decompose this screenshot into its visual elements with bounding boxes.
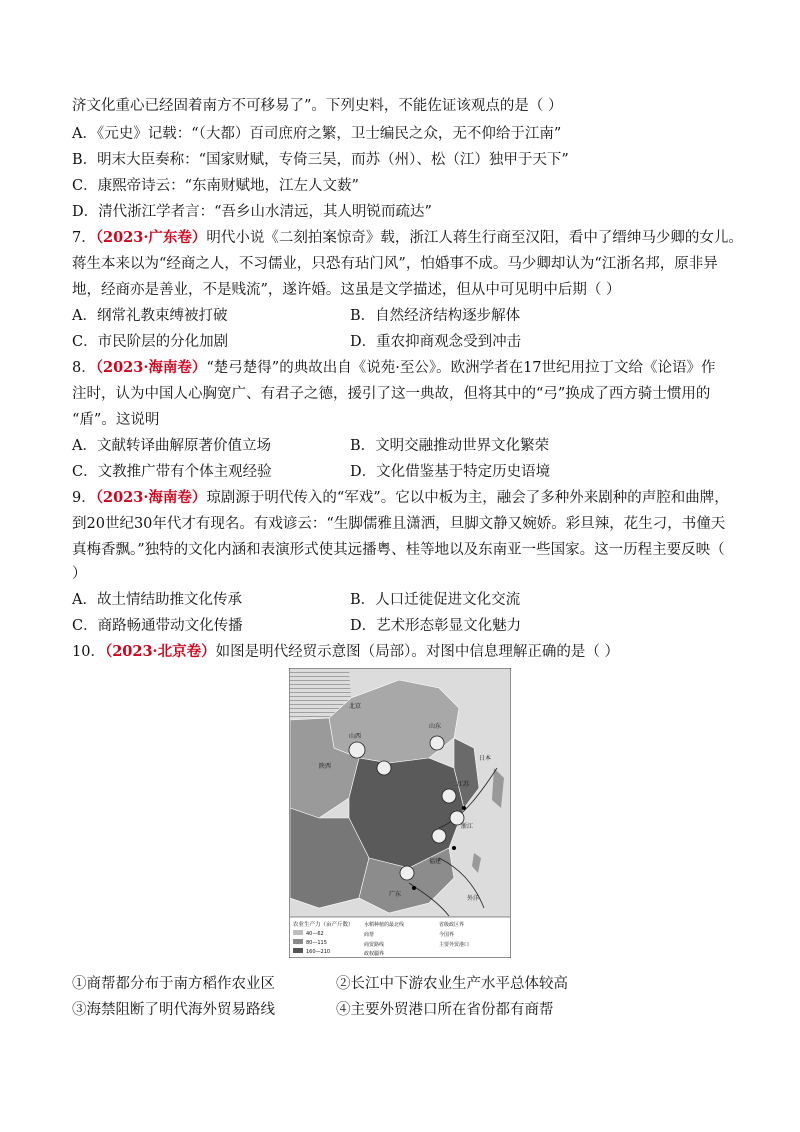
map-label: 陕西 [319,763,332,770]
question-source: （2023·海南卷） [95,489,207,506]
merchant-guild-marker [442,789,456,803]
legend-item: 160—210 [306,949,331,955]
question-number: 7． [72,230,96,246]
q10-statements-row-2 [72,1000,554,1020]
statement-key: ④ [336,1002,351,1018]
map-label: 日本 [479,755,492,762]
statement-key: ② [336,976,351,992]
q7-stem-line-3: 地，经商亦是善业，不是贱流”，遂许婚。这虽是文学描述，但从中可见明中后期（ ） [72,282,621,298]
q9-stem-line-2: 到20世纪30年代才有现名。有戏谚云：“生脚儒雅且潇洒，旦脚文静又婉娇。彩旦辣，花生刁，书僮天 [72,516,726,532]
q8-option-a: 文献转译曲解原著价值立场 [96,438,271,454]
q10-statements-row-1 [72,974,568,994]
statement-key: ③ [72,1002,87,1018]
option-key: C． [72,178,98,194]
legend-item: 商帮 [364,932,375,938]
legend-item: 水稻种植的最北线 [364,922,405,928]
q7-option-b: 自然经济结构逐步解体 [375,308,521,324]
q6-option-d [72,202,432,222]
question-6-stem-tail: 济文化重心已经固着南方不可移易了”。下列史料，不能佐证该观点的是（ ） [72,98,563,114]
q6-option-a [72,124,561,144]
map-label: 北京 [349,703,362,710]
merchant-guild-marker [430,736,444,750]
legend-item: 商贸路线 [364,942,385,948]
q9-stem-line-4: ） [72,566,87,582]
map-label: 浙江 [461,823,474,830]
question-source: （2023·海南卷） [95,359,207,376]
q9-option-c: 商路畅通带动文化传播 [97,618,243,634]
option-key: B． [350,592,376,608]
legend-swatch-dark [293,948,303,953]
q7-option-d: 重农抑商观念受到冲击 [376,334,522,350]
q7-stem-line-2: 蒋生本来以为“经商之人，不习儒业，只恐有玷门风”，怕婚事不成。马少卿却认为“江浙名邦，原非异 [72,256,718,272]
option-key: A． [72,592,97,608]
merchant-guild-marker [400,866,414,880]
option-key: A． [72,126,97,142]
q6-option-c [72,176,359,196]
option-text: 康熙帝诗云：“东南财赋地，江左人文薮” [97,178,359,194]
question-text: “楚弓楚得”的典故出自《说苑·至公》。欧洲学者在17世纪用拉丁文给《论语》作 [206,360,716,376]
merchant-guild-marker [432,829,446,843]
map-label: 山西 [349,733,362,740]
q7-options-row-1 [72,306,521,326]
q8-stem-line-1 [72,358,716,378]
q10-statement-1: 商帮都分布于南方稻作农业区 [86,976,275,992]
q8-option-d: 文化借鉴基于特定历史语境 [376,464,551,480]
ming-trade-map [289,668,511,958]
port-marker [462,806,466,810]
option-key: D． [350,334,377,350]
q8-stem-line-3: “盾”。这说明 [72,412,160,428]
option-key: C． [72,618,98,634]
map-label: 广东 [389,891,402,898]
q8-options-row-2 [72,462,551,482]
question-text: 明代小说《二刻拍案惊奇》载，浙江人蒋生行商至汉阳，看中了缙绅马少卿的女儿。 [206,230,743,246]
legend-swatch-light [293,930,303,935]
q9-stem-line-3: 真梅香飘。”独特的文化内涵和表演形式使其远播粤、桂等地以及东南亚一些国家。这一历程主要反映（ [72,542,725,558]
option-key: C． [72,464,98,480]
question-number: 10． [72,644,105,660]
option-key: C． [72,334,98,350]
option-key: B． [72,152,98,168]
q10-statement-4: 主要外贸港口所在省份都有商帮 [350,1002,554,1018]
legend-item: 今国界 [439,932,455,938]
map-label: 江苏 [457,781,470,788]
question-text: 如图是明代经贸示意图（局部）。对图中信息理解正确的是（ ） [215,644,619,660]
q9-option-a: 故土情结助推文化传承 [96,592,242,608]
q8-option-c: 文教推广带有个体主观经验 [97,464,272,480]
q7-options-row-2 [72,332,522,352]
q8-option-b: 文明交融推动世界文化繁荣 [375,438,550,454]
option-key: D． [350,464,377,480]
q9-option-d: 艺术形态彰显文化魅力 [376,618,522,634]
q9-option-b: 人口迁徙促进文化交流 [375,592,521,608]
option-key: B． [350,308,376,324]
legend-title: 农业生产力（亩产斤数） [293,922,354,928]
legend-item: 80—115 [306,940,327,946]
q7-option-c: 市民阶层的分化加剧 [97,334,229,350]
legend-item: 40—62 [306,931,324,937]
q6-option-b [72,150,569,170]
option-key: A． [72,438,97,454]
option-text: 《元史》记载：“（大都）百司庶府之繁，卫士编民之众，无不仰给于江南” [96,126,562,142]
question-number: 8． [72,360,96,376]
option-key: D． [350,618,377,634]
q7-option-a: 纲常礼教束缚被打破 [96,308,228,324]
legend-swatch-mid [293,939,303,944]
question-text: 琼剧源于明代传入的“军戏”。它以中板为主，融会了多种外来剧种的声腔和曲牌， [206,490,729,506]
legend-item: 主要外贸港口 [439,942,470,948]
map-label: 福建 [429,858,442,865]
statement-key: ① [72,976,87,992]
port-marker [452,846,456,850]
merchant-guild-marker [377,761,391,775]
option-text: 明末大臣奏称：“国家财赋，专倚三吴，而苏（州）、松（江）独甲于天下” [97,152,569,168]
q7-stem-line-1 [72,228,743,248]
option-key: D． [72,204,99,220]
legend-item: 政权疆界 [364,951,385,957]
question-source: （2023·广东卷） [95,229,207,246]
option-key: B． [350,438,376,454]
q10-stem [72,642,619,662]
q10-statement-2: 长江中下游农业生产水平总体较高 [350,976,568,992]
q9-stem-line-1 [72,488,729,508]
port-marker [412,886,416,890]
legend-item: 省级政区界 [439,922,465,928]
q8-stem-line-2: 注时，认为中国人心胸宽广、有君子之德，援引了这一典故，但将其中的“弓”换成了西方骑士惯用的 [72,386,711,402]
map-label: 外洋 [467,895,480,902]
question-number: 9． [72,490,96,506]
option-text: 清代浙江学者言：“吾乡山水清远，其人明锐而疏达” [98,204,432,220]
question-source: （2023·北京卷） [104,643,216,660]
q9-options-row-1 [72,590,521,610]
option-key: A． [72,308,97,324]
q8-options-row-1 [72,436,550,456]
merchant-guild-marker [349,742,365,758]
q9-options-row-2 [72,616,522,636]
q10-statement-3: 海禁阻断了明代海外贸易路线 [86,1002,275,1018]
map-label: 山东 [429,723,442,730]
